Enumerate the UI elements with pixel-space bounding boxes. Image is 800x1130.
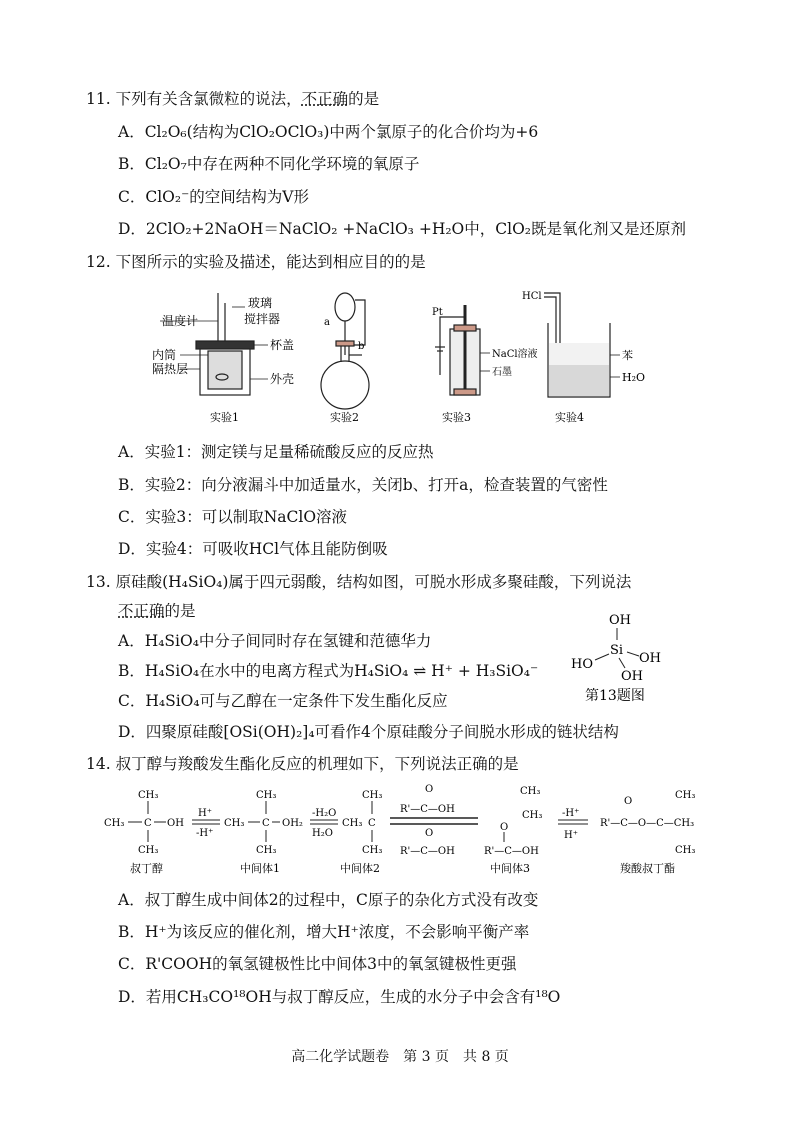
e3-caption: 实验3 bbox=[442, 411, 471, 424]
e1-stirrer-label-1: 玻璃 bbox=[248, 296, 273, 310]
page-footer: 高二化学试题卷 第 3 页 共 8 页 bbox=[291, 1049, 509, 1065]
q13-silicic-acid-structure bbox=[565, 610, 675, 705]
e4-hcl-label: HCl bbox=[522, 291, 542, 302]
ester-ch3-top: CH₃ bbox=[675, 790, 696, 801]
intermediate-2 bbox=[340, 790, 382, 875]
acid-top: R'—C—OH bbox=[400, 804, 455, 815]
q12-apparatus-figure bbox=[150, 285, 650, 430]
e3-pt-label: Pt bbox=[432, 307, 443, 318]
e1-lid-label: 杯盖 bbox=[270, 338, 295, 352]
ester-main: R'—C—O—C—CH₃ bbox=[600, 818, 695, 829]
e1-thermometer-label: 温度计 bbox=[162, 314, 199, 328]
e1-caption: 实验1 bbox=[210, 411, 239, 424]
q11-number: 11. bbox=[86, 90, 111, 108]
q11-option-c: C．ClO₂⁻的空间结构为V形 bbox=[118, 188, 309, 206]
label-ester: 羧酸叔丁酯 bbox=[620, 862, 675, 875]
e1-stirrer-label-2: 搅拌器 bbox=[244, 312, 281, 326]
q14-number: 14. bbox=[86, 755, 111, 773]
tbu-ch3-left: CH₃ bbox=[104, 818, 125, 829]
q13-figure-caption: 第13题图 bbox=[585, 688, 645, 704]
tbu-c: C bbox=[144, 818, 152, 829]
e1-insulation-label: 隔热层 bbox=[152, 362, 189, 376]
acid-bottom: R'—C—OH bbox=[400, 846, 455, 857]
tbu-ch3-bottom: CH₃ bbox=[138, 845, 159, 856]
q11-option-b: B．Cl₂O₇中存在两种不同化学环境的氧原子 bbox=[118, 155, 420, 173]
tbu-ch3-top: CH₃ bbox=[138, 790, 159, 801]
int1-ch3-bottom: CH₃ bbox=[256, 845, 277, 856]
q13-number: 13. bbox=[86, 573, 111, 591]
arrow2-top: -H₂O bbox=[312, 808, 337, 819]
label-intermediate-3: 中间体3 bbox=[490, 862, 530, 875]
q13-si: Si bbox=[610, 643, 624, 658]
label-intermediate-2: 中间体2 bbox=[340, 862, 380, 875]
q13-ho-left: HO bbox=[571, 657, 593, 672]
q13-oh-right: OH bbox=[639, 651, 661, 666]
q12-option-a: A．实验1：测定镁与足量稀硫酸反应的反应热 bbox=[118, 443, 434, 461]
acid-bottom-o: O bbox=[425, 828, 434, 839]
int3-o: O bbox=[500, 822, 509, 833]
q11-option-a: A．Cl₂O₆(结构为ClO₂OClO₃)中两个氯原子的化合价均为+6 bbox=[118, 123, 539, 141]
q12-number: 12. bbox=[86, 253, 111, 271]
int2-c: C bbox=[368, 818, 376, 829]
int1-oh2: OH₂ bbox=[282, 818, 303, 829]
q12-option-c: C．实验3：可以制取NaClO溶液 bbox=[118, 508, 348, 526]
q11-stem bbox=[86, 88, 379, 110]
tert-butanol bbox=[104, 790, 184, 875]
label-intermediate-1: 中间体1 bbox=[240, 862, 280, 875]
int1-ch3-left: CH₃ bbox=[224, 818, 245, 829]
q13-option-b: B．H₄SiO₄在水中的电离方程式为H₄SiO₄ ⇌ H⁺ + H₃SiO₄⁻ bbox=[118, 662, 539, 680]
int3-acid: R'—C—OH bbox=[484, 846, 539, 857]
int3-ch3-a: CH₃ bbox=[520, 786, 541, 797]
e4-water-label: H₂O bbox=[622, 371, 646, 384]
q11-option-d: D．2ClO₂+2NaOH＝NaClO₂ +NaClO₃ +H₂O中，ClO₂既是氧化剂又是还原剂 bbox=[118, 220, 686, 238]
q11-emphasis: 不正确 bbox=[301, 90, 349, 108]
q13-option-c: C．H₄SiO₄可与乙醇在一定条件下发生酯化反应 bbox=[118, 692, 448, 710]
q13-stem-end: 的是 bbox=[164, 602, 196, 620]
e2-valve-a-label: a bbox=[324, 317, 330, 328]
ester-ch3-bottom: CH₃ bbox=[675, 845, 696, 856]
q14-stem bbox=[86, 753, 519, 775]
e2-caption: 实验2 bbox=[330, 411, 359, 424]
q12-option-b: B．实验2：向分液漏斗中加适量水，关闭b、打开a，检查装置的气密性 bbox=[118, 476, 608, 494]
intermediate-1 bbox=[224, 790, 303, 875]
e4-benzene-label: 苯 bbox=[622, 349, 633, 362]
q14-stem-text: 叔丁醇与羧酸发生酯化反应的机理如下，下列说法正确的是 bbox=[115, 755, 519, 773]
arrow1-top: H⁺ bbox=[198, 808, 212, 819]
q12-stem bbox=[86, 251, 426, 273]
int2-ch3-top: CH₃ bbox=[362, 790, 383, 801]
acid-top-o: O bbox=[425, 784, 434, 795]
q14-option-c: C．R'COOH的氧氢键极性比中间体3中的氧氢键极性更强 bbox=[118, 955, 517, 973]
intermediate-3 bbox=[484, 786, 542, 875]
e1-shell-label: 外壳 bbox=[270, 372, 295, 386]
q12-option-d: D．实验4：可吸收HCl气体且能防倒吸 bbox=[118, 540, 388, 558]
q13-stem-text: 原硅酸(H₄SiO₄)属于四元弱酸，结构如图，可脱水形成多聚硅酸，下列说法 bbox=[115, 573, 632, 591]
q14-option-a: A．叔丁醇生成中间体2的过程中，C原子的杂化方式没有改变 bbox=[118, 891, 539, 909]
int2-ch3-left: CH₃ bbox=[342, 818, 363, 829]
arrow2-bottom: H₂O bbox=[312, 828, 333, 839]
q13-option-a: A．H₄SiO₄中分子间同时存在氢键和范德华力 bbox=[118, 632, 432, 650]
q13-stem bbox=[86, 571, 631, 593]
int2-ch3-bottom: CH₃ bbox=[362, 845, 383, 856]
experiment4-beaker bbox=[544, 293, 620, 397]
q13-oh-top: OH bbox=[609, 613, 631, 628]
int1-c: C bbox=[262, 818, 270, 829]
q11-stem-text: 下列有关含氯微粒的说法， bbox=[115, 90, 302, 108]
e3-graphite-label: 石墨 bbox=[492, 367, 512, 378]
e1-inner-label: 内筒 bbox=[152, 348, 177, 362]
e4-caption: 实验4 bbox=[555, 411, 584, 424]
q13-emphasis: 不正确 bbox=[118, 602, 165, 620]
tert-butyl-ester bbox=[600, 790, 695, 875]
arrow3-top: -H⁺ bbox=[562, 808, 580, 819]
q13-stem-line2 bbox=[118, 600, 196, 622]
label-tert-butanol: 叔丁醇 bbox=[130, 862, 163, 875]
experiment3-electrolysis bbox=[435, 305, 490, 395]
e3-solution-label: NaCl溶液 bbox=[492, 349, 538, 360]
tbu-oh: OH bbox=[167, 818, 184, 829]
arrow1-bottom: -H⁺ bbox=[196, 828, 214, 839]
q12-stem-text: 下图所示的实验及描述，能达到相应目的的是 bbox=[115, 253, 426, 271]
q14-option-d: D．若用CH₃CO¹⁸OH与叔丁醇反应，生成的水分子中会含有¹⁸O bbox=[118, 988, 561, 1006]
q13-oh-bottom: OH bbox=[621, 669, 643, 684]
int1-ch3-top: CH₃ bbox=[256, 790, 277, 801]
arrow3-bottom: H⁺ bbox=[564, 830, 578, 841]
int3-ch3-b: CH₃ bbox=[522, 810, 543, 821]
q13-option-d: D．四聚原硅酸[OSi(OH)₂]₄可看作4个原硅酸分子间脱水形成的链状结构 bbox=[118, 723, 619, 741]
e2-valve-b-label: b bbox=[358, 341, 365, 352]
ester-o: O bbox=[624, 796, 633, 807]
q14-mechanism-scheme bbox=[100, 782, 740, 882]
q14-option-b: B．H⁺为该反应的催化剂，增大H⁺浓度，不会影响平衡产率 bbox=[118, 923, 530, 941]
q11-stem-end: 的是 bbox=[348, 90, 380, 108]
